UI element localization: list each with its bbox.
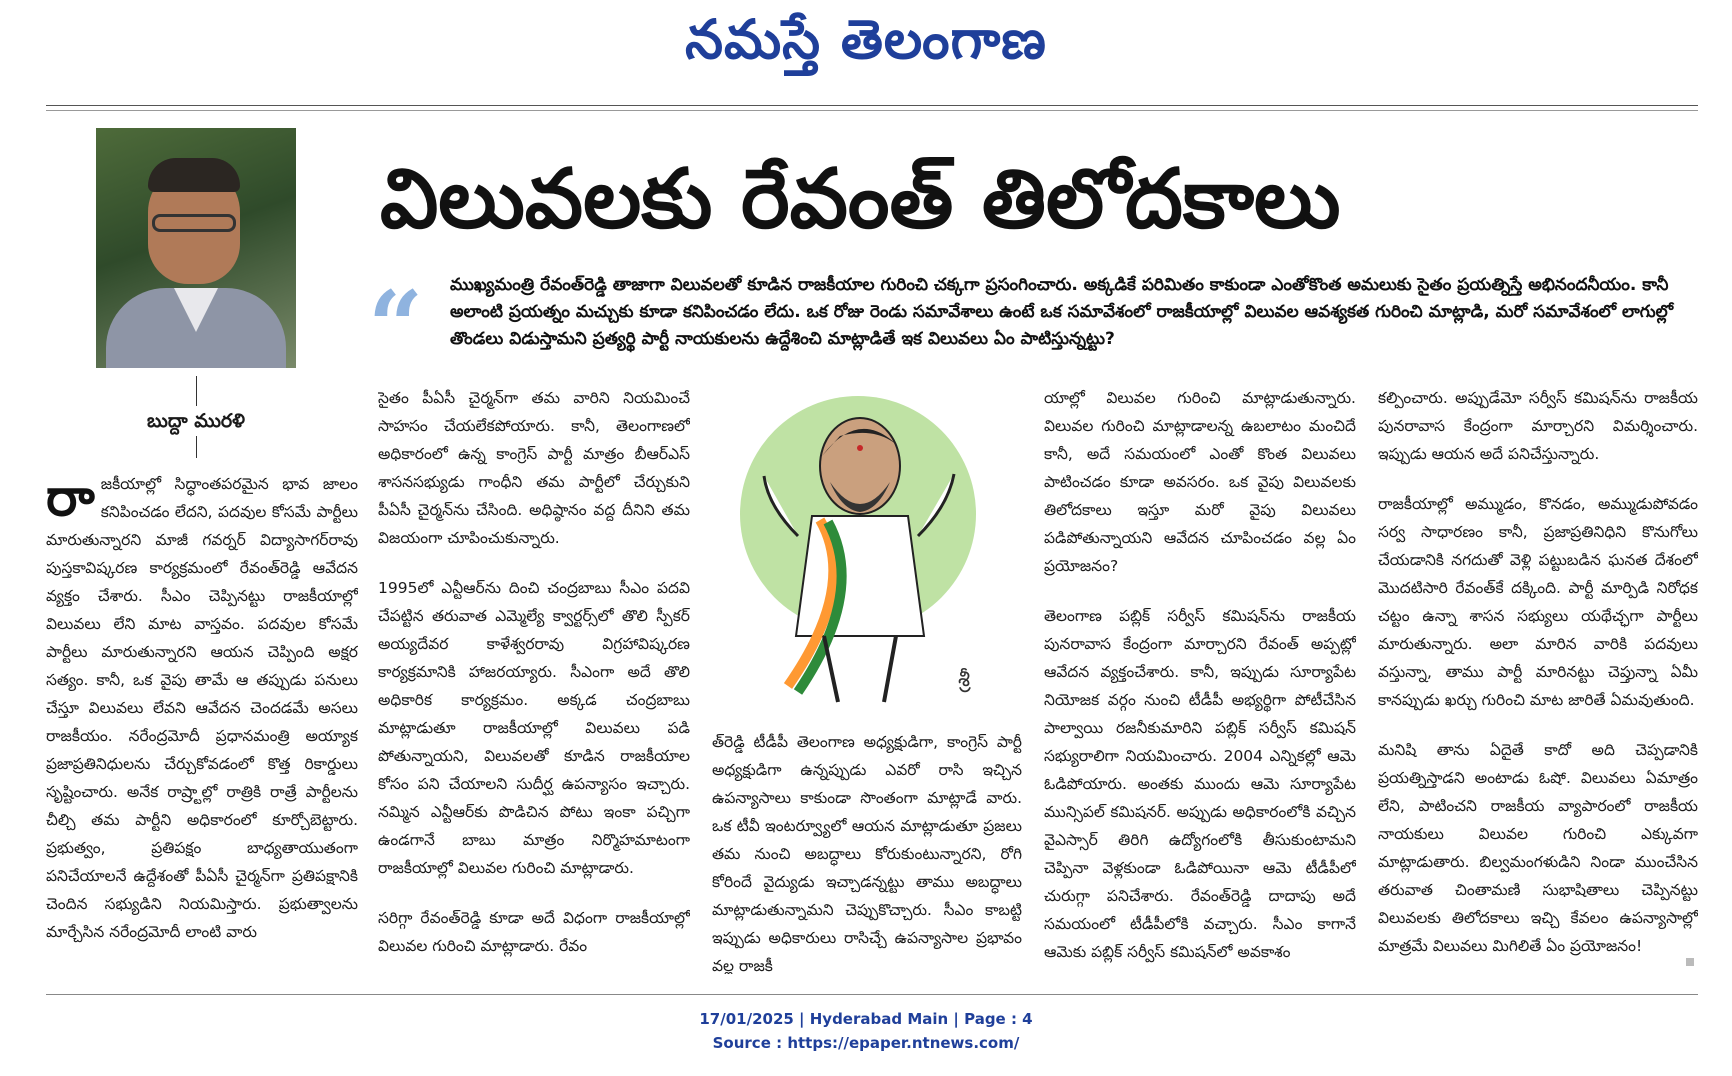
- paragraph: రాజకీయాల్లో అమ్ముడం, కొనడం, అమ్ముడుపోవడం సర్వ సాధారణం కానీ, ప్రజాప్రతినిధిని కొనుగోలు చేయడానికి నగదుతో వెళ్లి పట్టుబడిన ఘనత దేశంలో మొదటిసారి రేవంత్‌కే దక్కింది. పార్టీ మార్పిడి నిరోధక చట్టం ఉన్నా శాసన సభ్యులు యథేచ్ఛగా పార్టీలు మారుతున్నారు. అలా మారిన వారికి పదవులు వస్తున్నా, తాము పార్టీ మారినట్టు చెప్తున్నా ఏమీ కానప్పుడు ఖర్చు గురించి మాట జారితే ఏమవుతుంది.: [1378, 495, 1698, 709]
- paragraph: సైతం పీఏసీ చైర్మన్‌గా తమ వారిని నియమించే సాహసం చేయలేకపోయారు. కానీ, తెలంగాణలో అధికారంలో ఉన్న కాంగ్రెస్ పార్టీ మాత్రం బీఆర్‌ఎస్ శాసనసభ్యుడు గాంధీని తమ పార్టీలో చేర్చుకుని పీఏసీ చైర్మన్‌ను చేసింది. అధిష్ఠానం వద్ద దీనిని తమ విజయంగా చూపించుకున్నారు.: [378, 389, 690, 547]
- cartoon-legs: [824, 636, 896, 702]
- cartoon-shirt: [796, 516, 924, 636]
- paragraph: మనిషి తాను ఏదైతే కాదో అది చెప్పడానికి ప్రయత్నిస్తాడని అంటాడు ఓషో. విలువలు ఏమాత్రం లేని, పాటించని రాజకీయ వ్యాపారంలో రాజకీయ నాయకులు విలువల గురించి ఎక్కువగా మాట్లాడుతారు. బిల్వమంగళుడిని నిండా ముంచేసిన తరువాత చింతామణి సుభాషితాలు చెప్పినట్టు విలువలకు తిలోదకాలు ఇచ్చి కేవలం ఉపన్యాసాల్లో మాత్రమే విలువలు మిగిలితే ఏం ప్రయోజనం!: [1378, 741, 1698, 955]
- byline-rule: [196, 376, 197, 406]
- article-standfirst: ముఖ్యమంత్రి రేవంత్‌రెడ్డి తాజాగా విలువలతో కూడిన రాజకీయాల గురించి చక్కగా ప్రసంగించారు. అక్కడికే పరిమితం కాకుండా ఎంతోకొంత అమలుకు సైతం ప్రయత్నిస్తే అభినందనీయం. కానీ అలాంటి ప్రయత్నం మచ్చుకు కూడా కనిపించడం లేదు. ఒక రోజు రెండు సమావేశాలు ఉంటే ఒక సమావేశంలో రాజకీయాల్లో విలువల ఆవశ్యకత గురించి మాట్లాడి, మరో సమావేశంలో లాగుల్లో తొండలు విడుస్తామని ప్రత్యర్థి పార్టీ నాయకులను ఉద్దేశించి మాట్లాడితే ఇక విలువలు ఏం పాటిస్తున్నట్టు?: [450, 275, 1674, 349]
- article-column-2: [378, 384, 690, 974]
- source-link[interactable]: Source : https://epaper.ntnews.com/: [712, 1034, 1020, 1052]
- quote-icon: “: [368, 270, 424, 383]
- article-column-5: [1378, 384, 1698, 974]
- article-end-mark: [1686, 958, 1694, 966]
- masthead-logo: నమస్తే తెలంగాణ: [685, 8, 1047, 71]
- paragraph: తెలంగాణ పబ్లిక్ సర్వీస్ కమిషన్‌ను రాజకీయ పునరావాస కేంద్రంగా మార్చారని రేవంత్ అప్పట్లో ఆవేదన వ్యక్తంచేశారు. కానీ, ఇప్పుడు సూర్యాపేట నియోజక వర్గం నుంచి టీడీపీ అభ్యర్థిగా పోటీచేసిన పాల్వాయి రజనీకుమారిని పబ్లిక్ సర్వీస్ కమిషన్ సభ్యురాలిగా నియమించారు. 2004 ఎన్నికల్లో ఆమె ఓడిపోయారు. అంతకు ముందు ఆమె సూర్యాపేట మున్సిపల్ కమిషనర్. అప్పుడు అధికారంలోకి వచ్చిన వైఎస్సార్ తిరిగి ఉద్యోగంలోకి తీసుకుంటామని చెప్పినా వెళ్లకుండా ఓడిపోయినా ఆమె టీడీపీలో చురుగ్గా పనిచేశారు. రేవంత్‌రెడ్డి దాదాపు అదే సమయంలో టీడీపీలోకి వచ్చారు. సీఎం కాగానే ఆమెకు పబ్లిక్ సర్వీస్ కమిషన్‌లో అవకాశం: [1044, 607, 1356, 961]
- article-column-1: [46, 470, 358, 970]
- masthead-divider-thin: [46, 110, 1698, 111]
- column-1-text: జకీయాల్లో సిద్ధాంతపరమైన భావ జాలం కనిపించడం లేదని, పదవుల కోసమే పార్టీలు మారుతున్నారని మాజీ గవర్నర్ విద్యాసాగర్‌రావు పుస్తకావిష్కరణ కార్యక్రమంలో రేవంత్‌రెడ్డి ఆవేదన వ్యక్తం చేశారు. సీఎం చెప్పినట్టు రాజకీయాల్లో విలువలు లేని మాట వాస్తవం. పదవుల కోసమే పార్టీలు మారుతున్నారని ఆయన చెప్పింది అక్షర సత్యం. కానీ, ఒక వైపు తామే ఆ తప్పుడు పనులు చేస్తూ విలువలు లేవని ఆవేదన చెందడమే అసలు రాజకీయం. నరేంద్రమోదీ ప్రధానమంత్రి అయ్యాక ప్రజాప్రతినిధులను చేర్చుకోవడంలో కొత్త రికార్డులు సృష్టించారు. అనేక రాష్ర్టాల్లో రాత్రికి రాత్రే పార్టీలను చీల్చి తమ పార్టీని అధికారంలో కూర్చోబెట్టారు. ప్రభుత్వం, ప్రతిపక్షం బాధ్యతాయుతంగా పనిచేయాలనే ఉద్దేశంతో పీఏసీ చైర్మన్‌గా ప్రతిపక్షానికి చెందిన సభ్యుడిని నియమిస్తారు. ప్రభుత్వాలను మార్చేసిన నరేంద్రమోదీ లాంటి వారు: [46, 475, 358, 941]
- column-3-text: త్‌రెడ్డి టీడీపీ తెలంగాణ అధ్యక్షుడిగా, కాంగ్రెస్ పార్టీ అధ్యక్షుడిగా ఉన్నప్పుడు ఎవరో రాసి ఇచ్చిన ఉపన్యాసాలు కాకుండా సొంతంగా మాట్లాడే వారు. ఒక టీవీ ఇంటర్వ్యూలో ఆయన మాట్లాడుతూ ప్రజలు తమ నుంచి అబద్ధాలు కోరుకుంటున్నారని, రోగి కోరిందే వైద్యుడు ఇచ్చాడన్నట్టు తాము అబద్ధాలు మాట్లాడుతున్నామని చెప్పుకొచ్చారు. సీఎం కాబట్టి ఇప్పుడు అధికారులు రాసిచ్చే ఉపన్యాసాల ప్రభావం వల్ల రాజకీ: [712, 733, 1022, 974]
- masthead-divider: [46, 105, 1698, 106]
- byline-rule-lower: [196, 436, 197, 458]
- paragraph: సరిగ్గా రేవంత్‌రెడ్డి కూడా అదే విధంగా రాజకీయాల్లో విలువల గురించి మాట్లాడారు. రేవం: [378, 909, 690, 955]
- author-byline: బుద్దా మురళి: [147, 410, 245, 432]
- article-headline: విలువలకు రేవంత్ తిలోదకాలు: [380, 152, 1341, 247]
- drop-cap: రా: [46, 470, 95, 528]
- author-photo: [96, 128, 296, 368]
- caricature-cartoon: [728, 386, 998, 716]
- page-dateline: 17/01/2025 | Hyderabad Main | Page : 4: [699, 1010, 1033, 1028]
- article-column-4: [1044, 384, 1356, 974]
- paragraph: యాల్లో విలువల గురించి మాట్లాడుతున్నారు. విలువల గురించి మాట్లాడాలన్న ఉబలాటం మంచిదే కానీ, అదే సమయంలో ఎంతో కొంత విలువలు పాటించడం కూడా అవసరం. ఒక వైపు విలువలకు తిలోదకాలు ఇస్తూ మరో వైపు విలువలు పడిపోతున్నాయని ఆవేదన చూపించడం వల్ల ఏం ప్రయోజనం?: [1044, 389, 1356, 575]
- paragraph: కల్పించారు. అప్పుడేమో సర్వీస్ కమిషన్‌ను రాజకీయ పునరావాస కేంద్రంగా మార్చారని విమర్శించారు. ఇప్పుడు ఆయన అదే పనిచేస్తున్నారు.: [1378, 389, 1698, 463]
- footer-divider: [46, 994, 1698, 995]
- paragraph: 1995లో ఎన్టీఆర్‌ను దించి చంద్రబాబు సీఎం పదవి చేపట్టిన తరువాత ఎమ్మెల్యే క్వార్టర్స్‌లో తొలి స్పీకర్ అయ్యదేవర కాళేశ్వరరావు విగ్రహావిష్కరణ కార్యక్రమానికి హాజరయ్యారు. సీఎంగా అదే తొలి అధికారిక కార్యక్రమం. అక్కడ చంద్రబాబు మాట్లాడుతూ రాజకీయాల్లో విలువలు పడి పోతున్నాయని, విలువలతో కూడిన రాజకీయాల కోసం పని చేయాలని సుదీర్ఘ ఉపన్యాసం ఇచ్చారు. నమ్మిన ఎన్టీఆర్‌కు పొడిచిన పోటు ఇంకా పచ్చిగా ఉండగానే బాబు మాత్రం నిర్మొహమాటంగా రాజకీయాల్లో విలువల గురించి మాట్లాడారు.: [378, 579, 690, 877]
- article-column-3: [712, 728, 1022, 974]
- cartoon-tilak: [857, 445, 863, 451]
- cartoon-signature: శ్రీ: [958, 667, 971, 692]
